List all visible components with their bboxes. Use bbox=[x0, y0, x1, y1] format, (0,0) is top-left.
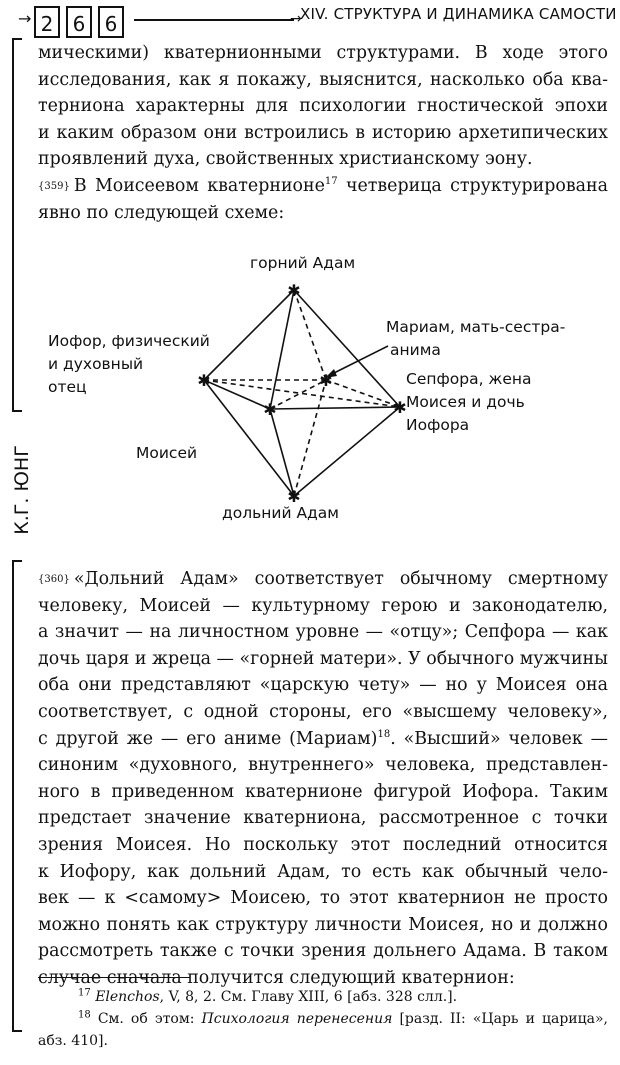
paragraph-number: {359} bbox=[38, 180, 70, 192]
side-rail-tick bbox=[12, 1030, 22, 1032]
text-line: дочь царя и жреца — «горней матери». У обычного мужчины bbox=[38, 648, 608, 669]
text-line: терниона характерны для психологии гностической эпохи bbox=[38, 96, 608, 117]
label-moses: Моисей bbox=[136, 444, 198, 462]
vertex-star-icon: ✱ bbox=[287, 281, 301, 300]
label-lower-adam: дольний Адам bbox=[222, 504, 339, 522]
vertex-star-icon: ✱ bbox=[287, 487, 301, 506]
side-rail-tick bbox=[12, 410, 22, 412]
text-line: исследования, как я покажу, выяснится, насколько оба ква- bbox=[38, 69, 608, 90]
text-line: ного в приведенном кватернионе фигурой Иофора. Таким bbox=[38, 781, 608, 802]
label-zipporah: Сепфора, жена Моисея и дочь Иофора bbox=[406, 370, 532, 434]
text-line: человеку, Моисей — культурному герою и законодателю, bbox=[38, 595, 608, 616]
header-rule bbox=[134, 19, 294, 21]
label-jethro: Иофор, физический и духовный отец bbox=[48, 332, 210, 396]
text-line: предстает значение кватерниона, рассмотренное с точки bbox=[38, 808, 608, 829]
page-number-digit: 6 bbox=[98, 6, 124, 38]
text-line: век — к <самому> Моисею, то этот кватернион не просто bbox=[38, 888, 608, 909]
header-right-arrow-icon: → bbox=[290, 11, 302, 27]
body-text-top bbox=[38, 40, 608, 226]
page-number-digit: 6 bbox=[66, 6, 92, 38]
page-number-digit: 2 bbox=[34, 6, 60, 38]
footnotes bbox=[38, 986, 608, 1052]
text-line: можно понять как структуру личности Моисея, но и должно bbox=[38, 914, 608, 935]
text-line: и каким образом они встроились в историю архетипических bbox=[38, 122, 608, 143]
footnote-17: $^{17}$ Elenchos, V, 8, 2. См. Главу XIII, 6 [абз. 328 слл.]. bbox=[78, 987, 458, 1005]
text-line: а значит — на личностном уровне — «отцу»; Сепфора — как bbox=[38, 622, 608, 643]
text-line: зрения Моисея. Но поскольку этот последний относится bbox=[38, 834, 608, 855]
text-line: случае сначала получится следующий кватернион: bbox=[38, 967, 515, 988]
label-miriam: Мариам, мать-сестра- анима bbox=[386, 318, 566, 359]
text-line: {360} «Дольний Адам» соответствует обычному смертному bbox=[38, 569, 608, 589]
paragraph-number: {360} bbox=[38, 574, 70, 585]
footnote-ref: 18 bbox=[377, 728, 391, 740]
paragraph-359-line: {359} В Моисеевом кватернионе$^{17}$ четверица структурирована bbox=[38, 175, 608, 196]
text-line: соответствует, с одной стороны, его «высшему человеку», bbox=[38, 701, 608, 722]
text-line: синоним «духовного, внутреннего» человека, представлен- bbox=[38, 755, 608, 776]
side-author: К.Г. ЮНГ bbox=[11, 445, 33, 535]
vertex-star-icon: ✱ bbox=[263, 400, 277, 419]
footnote-18: $^{18}$ См. об этом: Психология перенесения [разд. II: «Царь и царица», bbox=[78, 1009, 609, 1027]
side-rail-tick bbox=[12, 560, 22, 562]
running-head: XIV. СТРУКТУРА И ДИНАМИКА САМОСТИ bbox=[300, 5, 617, 23]
vertex-star-icon: ✱ bbox=[393, 398, 407, 417]
vertex-star-icon: ✱ bbox=[319, 371, 333, 390]
label-upper-adam: горний Адам bbox=[250, 254, 356, 272]
text-line: явно по следующей схеме: bbox=[38, 202, 285, 223]
side-rail-upper bbox=[12, 38, 14, 410]
footnote-rule bbox=[38, 977, 190, 978]
quaternion-diagram bbox=[38, 242, 608, 532]
vertex-star-icon: ✱ bbox=[197, 371, 211, 390]
side-rail-tick bbox=[12, 38, 22, 40]
footnote-18-cont: абз. 410]. bbox=[38, 1033, 108, 1049]
footnote-ref: 17 bbox=[324, 176, 338, 188]
text-line: мическими) кватернионными структурами. В ходе этого bbox=[38, 43, 608, 63]
text-line: оба они представляют «царскую чету» — но у Моисея она bbox=[38, 675, 608, 696]
side-rail-lower bbox=[12, 560, 14, 1030]
text-line: с другой же — его аниме (Мариам)$^{18}$. «Высший» человек — bbox=[38, 728, 608, 749]
text-line: рассмотреть также с точки зрения дольнего Адама. В таком bbox=[38, 941, 608, 962]
header-left-arrow-icon: → bbox=[18, 9, 32, 28]
text-line: к Иофору, как дольний Адам, то есть как обычный чело- bbox=[38, 861, 608, 882]
text-line: проявлений духа, свойственных христианскому эону. bbox=[38, 149, 533, 170]
paragraph-360 bbox=[38, 566, 608, 992]
